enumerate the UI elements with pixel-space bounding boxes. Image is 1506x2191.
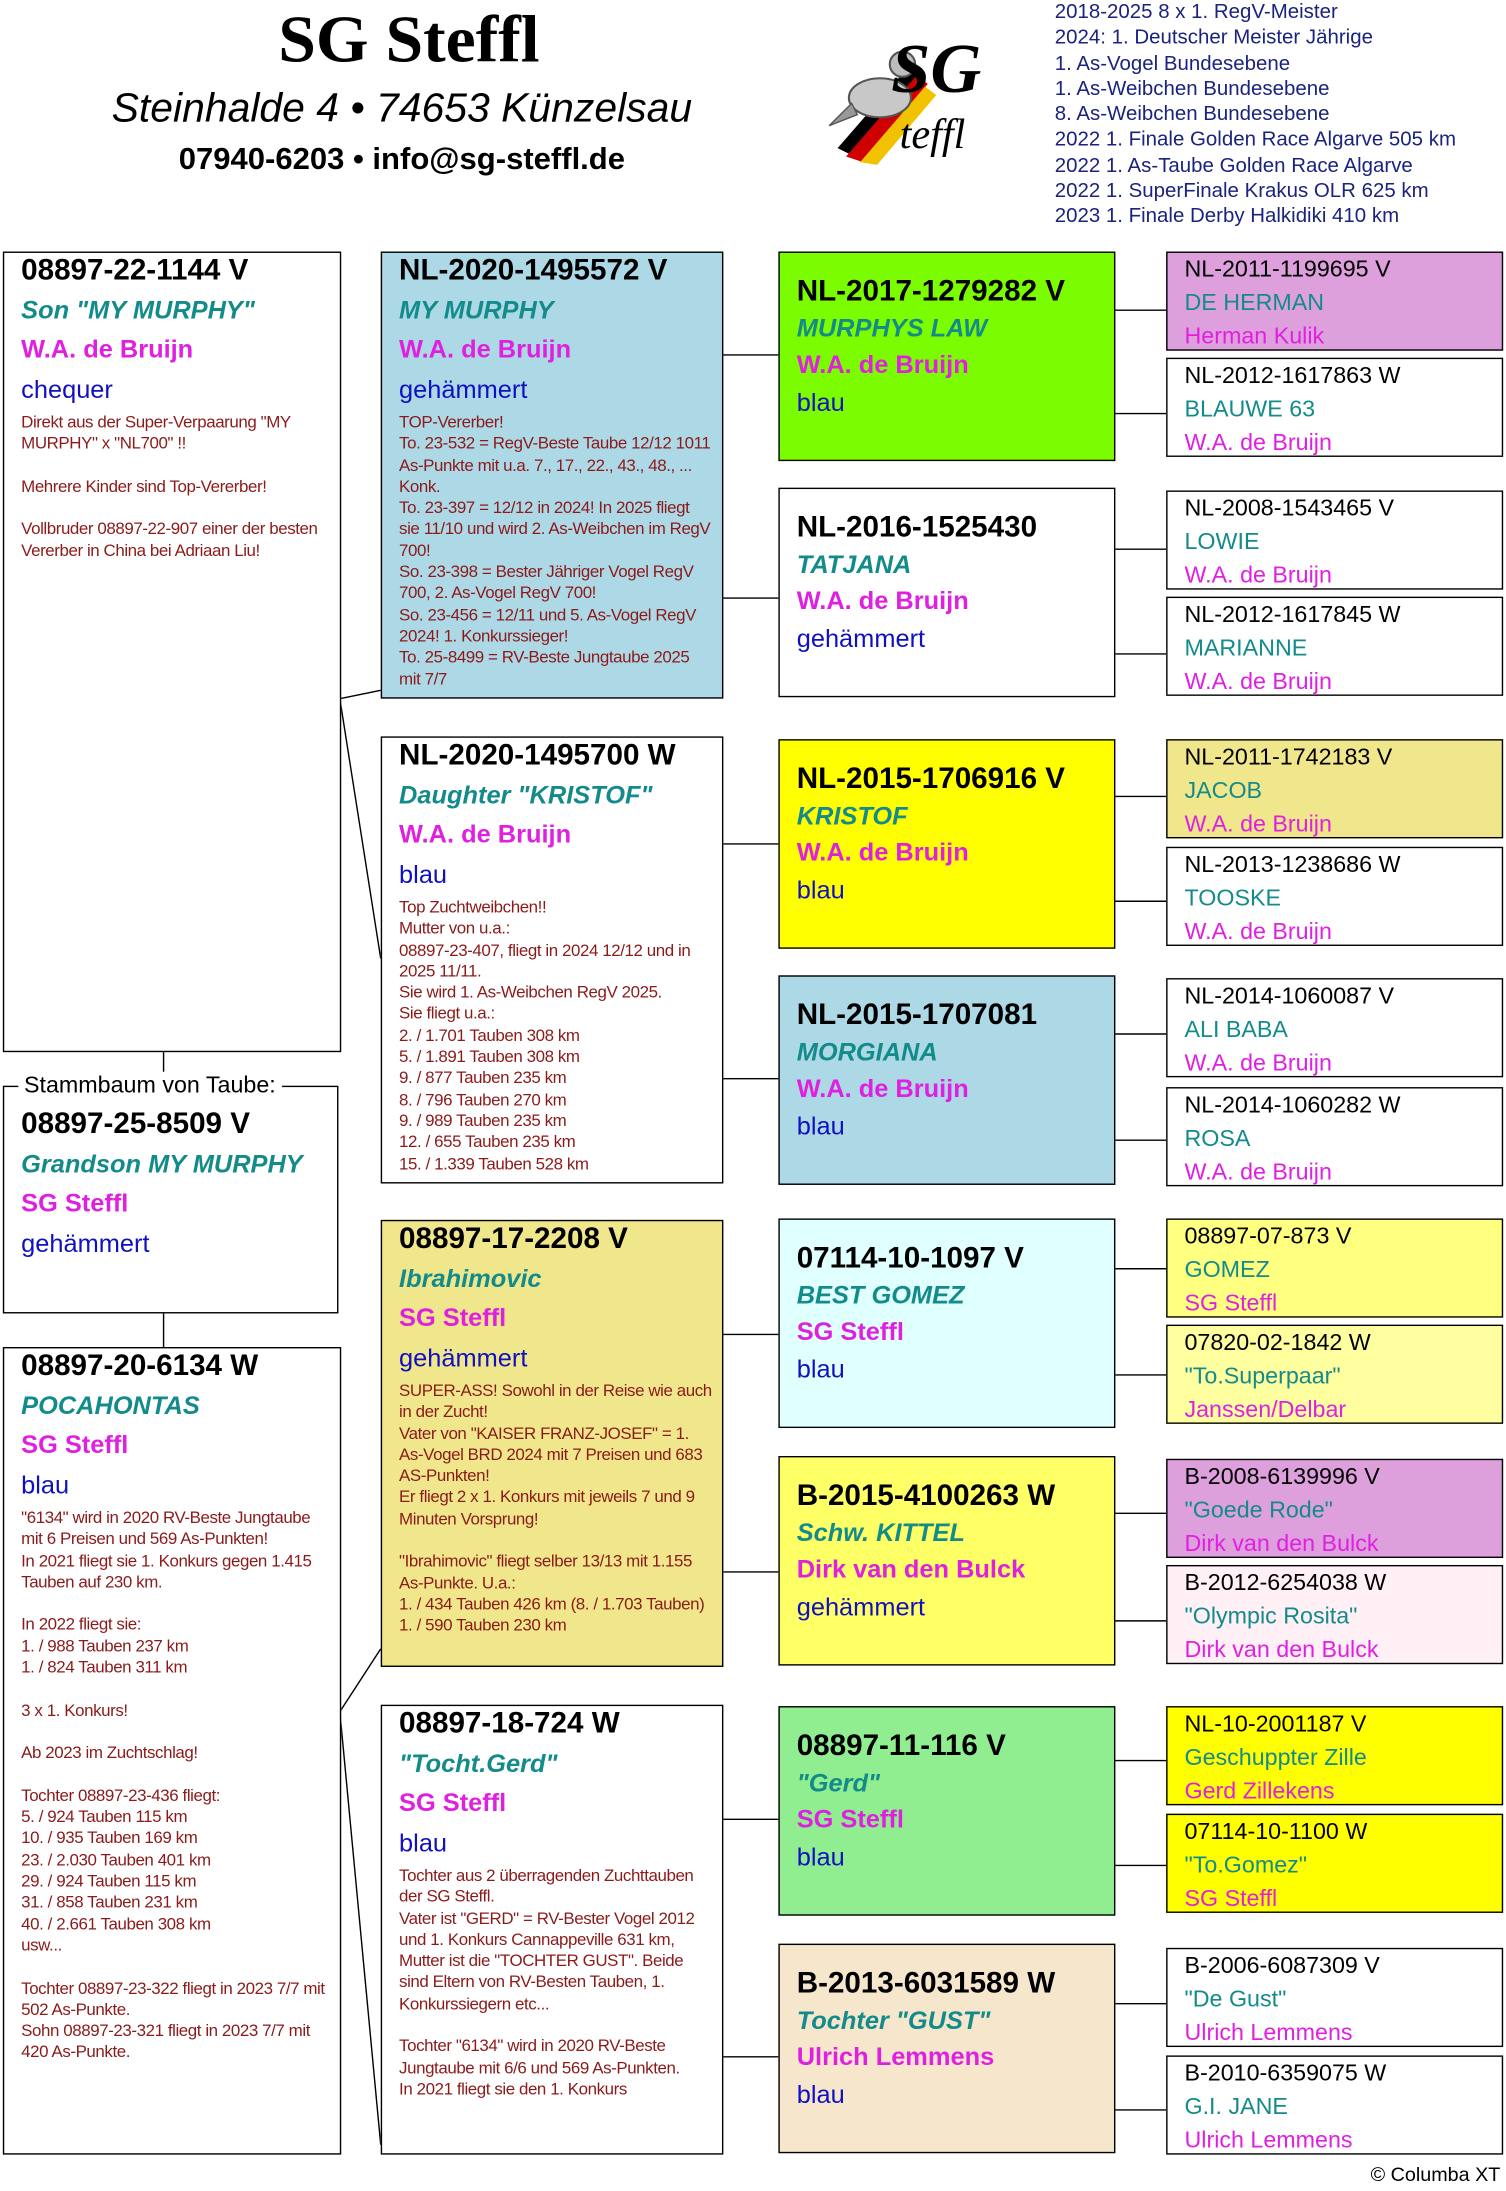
svg-text:SG: SG <box>891 30 982 109</box>
great-great-grandparent-card[interactable] <box>1166 1459 1503 1558</box>
gggp-name: ALI BABA <box>1184 1017 1288 1043</box>
gggp-breeder: Dirk van den Bulck <box>1184 1637 1379 1663</box>
gggp-ring: NL-2012-1617845 W <box>1184 602 1401 628</box>
mm-card[interactable] <box>381 1705 724 2155</box>
ggp-ring: NL-2016-1525430 <box>796 511 1038 544</box>
gggp-name: TOOSKE <box>1184 885 1282 912</box>
ggp-ring: 07114-10-1097 V <box>796 1242 1024 1275</box>
mother-name: POCAHONTAS <box>21 1391 200 1420</box>
ggp-breeder: W.A. de Bruijn <box>796 586 969 615</box>
gggp-ring: NL-2008-1543465 V <box>1184 496 1395 522</box>
ff-breeder: W.A. de Bruijn <box>399 335 572 364</box>
gggp-name: "To.Superpaar" <box>1184 1363 1341 1389</box>
great-great-grandparent-card[interactable] <box>1166 358 1503 457</box>
great-great-grandparent-card[interactable] <box>1166 2055 1503 2154</box>
subject-card[interactable] <box>3 1073 339 1314</box>
ff-name: MY MURPHY <box>399 296 554 325</box>
gggp-name: DE HERMAN <box>1184 290 1325 316</box>
ggp-name: KRISTOF <box>796 802 908 830</box>
ggp-breeder: W.A. de Bruijn <box>796 350 969 379</box>
mm-name: "Tocht.Gerd" <box>399 1749 558 1778</box>
mother-ring: 08897-20-6134 W <box>21 1349 259 1382</box>
gggp-breeder: W.A. de Bruijn <box>1184 430 1332 456</box>
ggp-color: gehämmert <box>796 1592 926 1621</box>
great-great-grandparent-card[interactable] <box>1166 252 1503 351</box>
great-grandparent-card[interactable] <box>778 975 1115 1185</box>
great-grandparent-card[interactable] <box>778 1706 1115 1916</box>
gggp-name: MARIANNE <box>1184 635 1308 661</box>
mm-breeder: SG Steffl <box>399 1788 507 1817</box>
gggp-breeder: SG Steffl <box>1184 1886 1278 1912</box>
gggp-name: JACOB <box>1184 778 1263 804</box>
gggp-ring: 08897-07-873 V <box>1184 1224 1352 1250</box>
gggp-name: ROSA <box>1184 1126 1251 1152</box>
gggp-breeder: Ulrich Lemmens <box>1184 2128 1353 2154</box>
great-great-grandparent-card[interactable] <box>1166 490 1503 589</box>
mm-notes: Tochter aus 2 überragenden Zuchttauben der SG Steffl. Vater ist "GERD" = RV-Bester Vogel 2012 und 1. Konkurs Cannappeville 631 km, Mutter ist die "TOCHTER GUST". Beide sind Eltern von RV-Besten Tauben, 1. Konkurssiegern etc... Tochter "6134" wird in 2020 RV-Beste Jungtaube mit 6/6 und 569 As-Punkten. In 2021 fliegt sie den 1. Konkurs <box>399 1865 695 2099</box>
father-breeder: W.A. de Bruijn <box>21 335 194 364</box>
gggp-breeder: Dirk van den Bulck <box>1184 1531 1379 1557</box>
father-name: Son "MY MURPHY" <box>21 296 255 325</box>
achievement-item: 2022 1. As-Taube Golden Race Algarve <box>1054 154 1413 178</box>
great-great-grandparent-card[interactable] <box>1166 1814 1503 1913</box>
ff-color: gehämmert <box>399 375 528 404</box>
ggp-name: Schw. KITTEL <box>796 1518 965 1547</box>
great-grandparent-card[interactable] <box>778 739 1115 949</box>
ggp-color: blau <box>796 876 845 905</box>
mf-card[interactable] <box>381 1220 724 1667</box>
great-great-grandparent-card[interactable] <box>1166 1087 1503 1186</box>
gggp-breeder: Janssen/Delbar <box>1184 1397 1347 1423</box>
gggp-ring: NL-2011-1199695 V <box>1184 257 1391 283</box>
gggp-name: "Goede Rode" <box>1184 1497 1333 1524</box>
great-grandparent-card[interactable] <box>778 1944 1115 2154</box>
great-grandparent-card[interactable] <box>778 252 1115 462</box>
gggp-ring: NL-2014-1060087 V <box>1184 983 1395 1009</box>
ggp-color: blau <box>796 2080 845 2109</box>
achievement-item: 2023 1. Finale Derby Halkidiki 410 km <box>1054 205 1400 229</box>
ggp-ring: NL-2015-1707081 <box>796 999 1038 1032</box>
achievement-item: 1. As-Weibchen Bundesebene <box>1054 78 1330 101</box>
father-notes: Direkt aus der Super-Verpaarung "MY MURPHY" x "NL700" !! Mehrere Kinder sind Top-Vererber! Vollbruder 08897-22-907 einer der besten Vererber in China bei Adriaan Liu! <box>21 412 318 561</box>
achievement-item: 2024: 1. Deutscher Meister Jährige <box>1054 26 1373 50</box>
gggp-breeder: W.A. de Bruijn <box>1184 811 1332 837</box>
gggp-name: Geschuppter Zille <box>1184 1745 1367 1771</box>
fm-ring: NL-2020-1495700 W <box>399 739 676 772</box>
gggp-breeder: Ulrich Lemmens <box>1184 2020 1353 2046</box>
header-contact: 07940-6203 • info@sg-steffl.de <box>178 141 626 177</box>
gggp-name: "De Gust" <box>1184 1986 1287 2013</box>
mother-notes: "6134" wird in 2020 RV-Beste Jungtaube mit 6 Preisen und 569 As-Punkten! In 2021 fliegt sie 1. Konkurs gegen 1.415 Tauben auf 230 km. In 2022 fliegt sie: 1. / 988 Tauben 237 km 1. / 824 Tauben 311 km 3 x 1. Konkurs! Ab 2023 im Zuchtschlag! Tochter 08897-23-436 fliegt: 5. / 924 Tauben 115 km 10. / 935 Tauben 169 km 23. / 2.030 Tauben 401 km 29. / 924 Tauben 115 km 31. / 858 Tauben 231 km 40. / 2.661 Tauben 308 km usw... Tochter 08897-23-322 fliegt in 2023 7/7 mit 502 As-Punkte. Sohn 08897-23-321 fliegt in 2023 7/7 mit 420 As-Punkte. <box>21 1507 325 2062</box>
ggp-breeder: Dirk van den Bulck <box>796 1555 1026 1584</box>
mother-card[interactable] <box>3 1347 341 2155</box>
mother-breeder: SG Steffl <box>21 1430 129 1459</box>
mf-color: gehämmert <box>399 1344 528 1373</box>
gggp-breeder: Herman Kulik <box>1184 324 1325 350</box>
gggp-ring: NL-2012-1617863 W <box>1184 363 1401 389</box>
gggp-ring: 07820-02-1842 W <box>1184 1330 1371 1356</box>
ggp-ring: 08897-11-116 V <box>796 1729 1006 1762</box>
ff-notes: TOP-Vererber! To. 23-532 = RegV-Beste Taube 12/12 1011 As-Punkte mit u.a. 7., 17., 22., 43., 48., ... Konk. To. 23-397 = 12/12 in 2024! In 2025 fliegt sie 11/10 und wird 2. As-Weibchen im RegV 700! So. 23-398 = Bester Jähriger Vogel RegV 700, 2. As-Vogel RegV 700! So. 23-456 = 12/11 und 5. As-Vogel RegV 2024! 1. Konkurssieger! To. 25-8499 = RV-Beste Jungtaube 2025 mit 7/7 <box>399 412 711 689</box>
great-great-grandparent-card[interactable] <box>1166 1948 1503 2047</box>
subject-ring: 08897-25-8509 V <box>21 1108 251 1141</box>
gggp-name: LOWIE <box>1184 529 1260 555</box>
ggp-name: "Gerd" <box>796 1768 881 1797</box>
ggp-breeder: W.A. de Bruijn <box>796 1074 969 1103</box>
achievement-item: 8. As-Weibchen Bundesebene <box>1054 103 1330 127</box>
great-great-grandparent-card[interactable] <box>1166 1706 1503 1805</box>
ff-card[interactable] <box>381 252 724 699</box>
gggp-ring: NL-2014-1060282 W <box>1184 1092 1401 1118</box>
father-ring: 08897-22-1144 V <box>21 254 249 287</box>
fm-breeder: W.A. de Bruijn <box>399 820 572 849</box>
fm-card[interactable] <box>381 736 724 1183</box>
mf-breeder: SG Steffl <box>399 1303 507 1332</box>
gggp-breeder: W.A. de Bruijn <box>1184 1159 1332 1185</box>
subject-label: Stammbaum von Taube: <box>18 1072 281 1100</box>
great-grandparent-card[interactable] <box>778 1218 1115 1428</box>
subject-color: gehämmert <box>21 1229 150 1258</box>
gggp-name: "To.Gomez" <box>1184 1852 1308 1878</box>
father-card[interactable] <box>3 252 341 1053</box>
fm-color: blau <box>399 860 448 889</box>
ggp-color: blau <box>796 1355 845 1384</box>
mf-name: Ibrahimovic <box>399 1264 542 1293</box>
ggp-breeder: W.A. de Bruijn <box>796 838 969 867</box>
ggp-breeder: SG Steffl <box>796 1317 904 1346</box>
father-color: chequer <box>21 375 113 404</box>
gggp-breeder: W.A. de Bruijn <box>1184 563 1332 589</box>
subject-breeder: SG Steffl <box>21 1189 129 1218</box>
gggp-ring: NL-2011-1742183 V <box>1184 744 1393 770</box>
ggp-name: TATJANA <box>796 550 912 579</box>
svg-text:teffl: teffl <box>899 111 966 159</box>
great-great-grandparent-card[interactable] <box>1166 739 1503 838</box>
ggp-color: blau <box>796 388 845 417</box>
ggp-name: BEST GOMEZ <box>796 1281 965 1310</box>
mm-ring: 08897-18-724 W <box>399 1707 620 1740</box>
ggp-ring: NL-2017-1279282 V <box>796 275 1066 308</box>
gggp-ring: 07114-10-1100 W <box>1184 1819 1368 1845</box>
gggp-breeder: SG Steffl <box>1184 1291 1278 1317</box>
gggp-name: G.I. JANE <box>1184 2094 1288 2120</box>
gggp-name: BLAUWE 63 <box>1184 396 1316 422</box>
header-address: Steinhalde 4 • 74653 Künzelsau <box>111 86 693 132</box>
ggp-breeder: SG Steffl <box>796 1805 904 1834</box>
mm-color: blau <box>399 1829 448 1858</box>
ggp-name: MORGIANA <box>796 1038 938 1067</box>
great-grandparent-card[interactable] <box>778 1456 1115 1666</box>
header-title: SG Steffl <box>278 2 540 77</box>
great-grandparent-card[interactable] <box>778 488 1115 698</box>
gggp-ring: NL-2013-1238686 W <box>1184 852 1401 878</box>
ggp-ring: NL-2015-1706916 V <box>796 762 1066 796</box>
gggp-name: GOMEZ <box>1184 1257 1270 1283</box>
great-great-grandparent-card[interactable] <box>1166 847 1503 946</box>
ggp-color: blau <box>796 1843 845 1871</box>
gggp-ring: B-2012-6254038 W <box>1184 1570 1387 1596</box>
ggp-breeder: Ulrich Lemmens <box>796 2042 995 2071</box>
ggp-color: gehämmert <box>796 624 926 653</box>
gggp-ring: B-2008-6139996 V <box>1184 1464 1380 1490</box>
ggp-ring: B-2013-6031589 W <box>796 1967 1056 2000</box>
ff-ring: NL-2020-1495572 V <box>399 254 668 287</box>
gggp-breeder: W.A. de Bruijn <box>1184 919 1332 945</box>
gggp-ring: B-2006-6087309 V <box>1184 1953 1380 1979</box>
mf-notes: SUPER-ASS! Sowohl in der Reise wie auch in der Zucht! Vater von "KAISER FRANZ-JOSEF" = 1. As-Vogel BRD 2024 mit 7 Preisen und 683 AS-Punkten! Er fliegt 2 x 1. Konkurs mit jeweils 7 und 9 Minuten Vorsprung! "Ibrahimovic" fliegt selber 13/13 mit 1.155 As-Punkte. U.a.: 1. / 434 Tauben 426 km (8. / 1.703 Tauben) 1. / 590 Tauben 230 km <box>399 1380 712 1636</box>
ggp-color: blau <box>796 1112 845 1141</box>
achievement-item: 2022 1. SuperFinale Krakus OLR 625 km <box>1054 180 1429 203</box>
mother-color: blau <box>21 1471 70 1500</box>
gggp-breeder: W.A. de Bruijn <box>1184 669 1332 695</box>
gggp-breeder: Gerd Zillekens <box>1184 1778 1335 1804</box>
gggp-ring: B-2010-6359075 W <box>1184 2061 1387 2087</box>
great-great-grandparent-card[interactable] <box>1166 1218 1503 1317</box>
fm-notes: Top Zuchtweibchen!! Mutter von u.a.: 08897-23-407, fliegt in 2024 12/12 und in 2025 11/11. Sie wird 1. As-Weibchen RegV 2025. Sie fliegt u.a.: 2. / 1.701 Tauben 308 km 5. / 1.891 Tauben 308 km 9. / 877 Tauben 235 km 8. / 796 Tauben 270 km 9. / 989 Tauben 235 km 12. / 655 Tauben 235 km 15. / 1.339 Tauben 528 km <box>399 897 691 1174</box>
great-great-grandparent-card[interactable] <box>1166 597 1503 696</box>
great-great-grandparent-card[interactable] <box>1166 978 1503 1077</box>
footer-credit: © Columba XT <box>1370 2163 1501 2186</box>
achievement-item: 1. As-Vogel Bundesebene <box>1054 52 1291 75</box>
gggp-name: "Olympic Rosita" <box>1184 1604 1358 1630</box>
subject-name: Grandson MY MURPHY <box>21 1149 303 1178</box>
great-great-grandparent-card[interactable] <box>1166 1565 1503 1664</box>
achievement-item: 2022 1. Finale Golden Race Algarve 505 km <box>1054 129 1456 152</box>
ggp-ring: B-2015-4100263 W <box>796 1479 1056 1512</box>
mf-ring: 08897-17-2208 V <box>399 1222 628 1255</box>
fm-name: Daughter "KRISTOF" <box>399 781 653 810</box>
achievement-item: 2018-2025 8 x 1. RegV-Meister <box>1054 1 1338 24</box>
gggp-ring: NL-10-2001187 V <box>1184 1711 1367 1737</box>
ggp-name: Tochter "GUST" <box>796 2006 991 2035</box>
gggp-breeder: W.A. de Bruijn <box>1184 1050 1332 1076</box>
ggp-name: MURPHYS LAW <box>796 314 988 343</box>
great-great-grandparent-card[interactable] <box>1166 1325 1503 1424</box>
